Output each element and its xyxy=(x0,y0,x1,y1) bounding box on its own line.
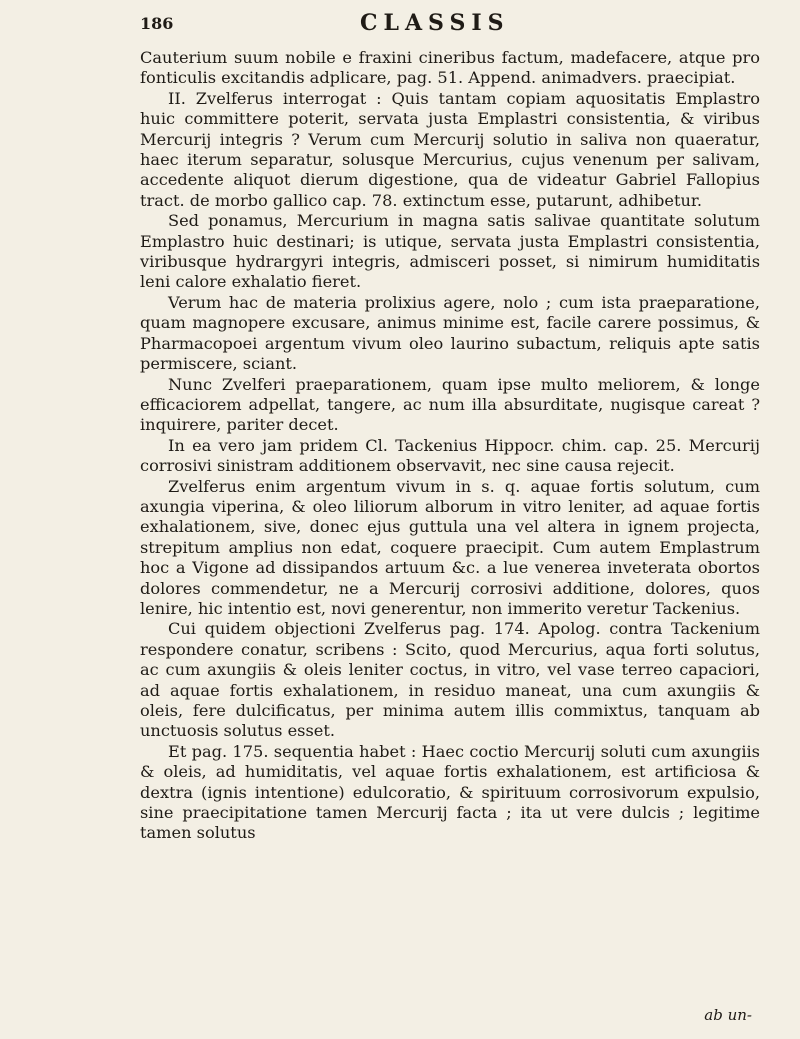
catchword: ab un- xyxy=(704,1006,752,1024)
paragraph-7: Zvelferus enim argentum vivum in s. q. aquae fortis solutum, cum axungia viperina, & oleo liliorum alborum in vitro leniter, ad aquae fortis exhalationem, sive, donec ejus guttula una vel altera in ignem projecta, strepitum amplius non edat, coquere praecipit. Cum autem Emplastrum hoc a Vigone ad dissipandos artuum &c. a lue venerea inveterata obortos dolores commendetur, ne a Mercurij corrosivi additione, dolores, quos lenire, hic intentio est, novi generentur, non immerito veretur Tackenius. xyxy=(140,476,760,618)
paragraph-6: In ea vero jam pridem Cl. Tackenius Hippocr. chim. cap. 25. Mercurij corrosivi sinistram additionem observavit, nec sine causa rejecit. xyxy=(140,435,760,476)
paragraph-4: Verum hac de materia prolixius agere, nolo ; cum ista praeparatione, quam magnopere excusare, animus minime est, facile carere possimus, & Pharmacopoei argentum vivum oleo laurino subactum, reliquis apte satis permiscere, sciant. xyxy=(140,292,760,374)
page-header xyxy=(140,8,760,48)
body-text xyxy=(140,48,760,844)
running-head: CLASSIS xyxy=(360,10,510,36)
paragraph-1: Cauterium suum nobile e fraxini cineribus factum, madefacere, atque pro fonticulis excitandis adplicare, pag. 51. Append. animadvers. praecipiat. xyxy=(140,48,760,88)
page-number: 186 xyxy=(140,14,174,33)
paragraph-8: Cui quidem objectioni Zvelferus pag. 174. Apolog. contra Tackenium respondere conatur, scribens : Scito, quod Mercurius, aqua forti solutus, ac cum axungiis & oleis leniter coctus, in vitro, vel vase terreo capaciori, ad aquae fortis exhalationem, in residuo maneat, una cum axungiis & oleis, fere dulcificatus, per minima autem illis commixtus, tanquam ab unctuosis solutus esset. xyxy=(140,619,760,741)
paragraph-5: Nunc Zvelferi praeparationem, quam ipse multo meliorem, & longe efficaciorem adpellat, tangere, ac num illa absurditate, nugisque careat ? inquirere, pariter decet. xyxy=(140,374,760,435)
paragraph-9: Et pag. 175. sequentia habet : Haec coctio Mercurij soluti cum axungiis & oleis, ad humiditatis, vel aquae fortis exhalationem, est artificiosa & dextra (ignis intentione) edulcoratio, & spirituum corrosivorum expulsio, sine praecipitatione tamen Mercurij facta ; ita ut vere dulcis ; legitime tamen solutus xyxy=(140,741,760,843)
paragraph-2: II. Zvelferus interrogat : Quis tantam copiam aquositatis Emplastro huic committere poterit, servata justa Emplastri consistentia, & viribus Mercurij integris ? Verum cum Mercurij solutio in saliva non quaeratur, haec iterum separatur, solusque Mercurius, cujus venenum per salivam, accedente aliquot dierum digestione, qua de videatur Gabriel Fallopius tract. de morbo gallico cap. 78. extinctum esse, putarunt, adhibetur. xyxy=(140,88,760,210)
paragraph-3: Sed ponamus, Mercurium in magna satis salivae quantitate solutum Emplastro huic destinari; is utique, servata justa Emplastri consistentia, viribusque hydrargyri integris, admisceri posset, si nimirum humiditatis leni calore exhalatio fieret. xyxy=(140,211,760,292)
